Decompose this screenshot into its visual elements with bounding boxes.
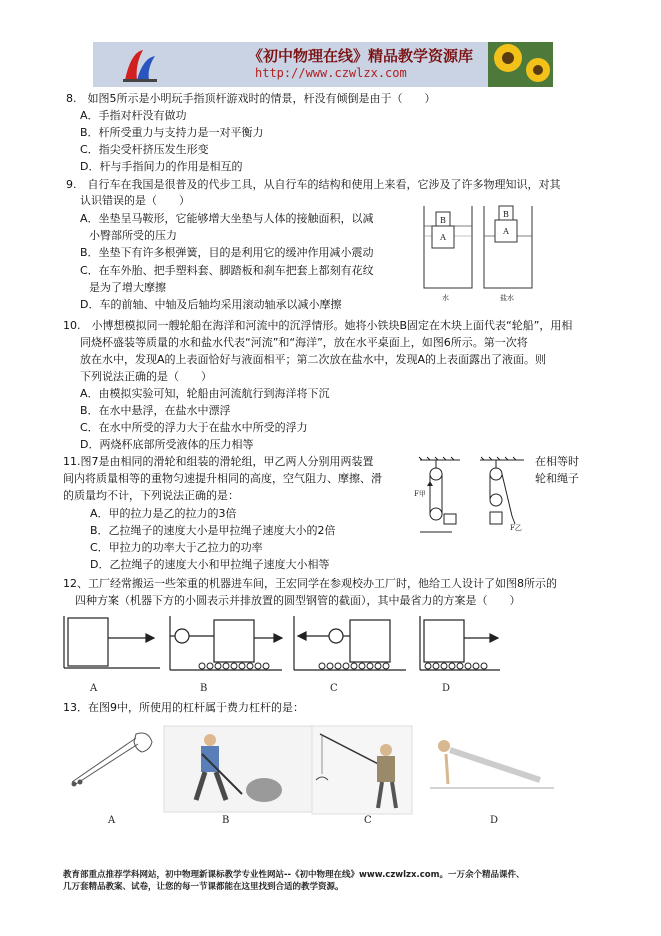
q9-option-c-1: C．在车外胎、把手塑料套、脚踏板和刹车把套上都刻有花纹 — [80, 264, 374, 277]
header-banner — [93, 42, 553, 87]
q10-line-3: 放在水中，发现A的上表面恰好与液面相平；第二次放在盐水中，发现A的上表面露出了液面。则 — [80, 353, 547, 366]
lever-label-d: D — [490, 815, 499, 826]
q9-option-c-2: 是为了增大摩擦 — [89, 281, 166, 294]
figure-7-pulleys — [412, 456, 532, 536]
figure-9-levers — [70, 724, 560, 828]
q10-line-2: 同烧杯盛装等质量的水和盐水代表“河流”和“海洋”，放在水平桌面上，如图6所示。第一次将 — [80, 336, 528, 349]
scheme-label-c: C — [330, 683, 338, 694]
footer-line-1: 教育部重点推荐学科网站，初中物理新课标教学专业性网站--《初中物理在线》www.czwlzx.com。一万余个精品课件、 — [63, 870, 525, 880]
lever-b-crowbar-icon — [164, 726, 312, 812]
banner-url: http://www.czwlzx.com — [255, 66, 407, 80]
q10-option-b: B．在水中悬浮，在盐水中漂浮 — [80, 404, 231, 417]
q11-line-1a: 11.图7是由相同的滑轮和组装的滑轮组，甲乙两人分别用两装置 — [63, 455, 374, 468]
page-footer — [63, 869, 603, 893]
q11-option-c: C．甲拉力的功率大于乙拉力的功率 — [90, 541, 263, 554]
q10-option-c: C．在水中所受的浮力大于在盐水中所受的浮力 — [80, 421, 308, 434]
footer-line-2: 几万套精品教案、试卷，让您的每一节课都能在这里找到合适的教学资源。 — [63, 882, 344, 892]
scheme-label-d: D — [442, 683, 451, 694]
q11-line-1b: 在相等时 — [535, 455, 579, 468]
scheme-label-b: B — [200, 683, 208, 694]
q12-line-1: 12、工厂经常搬运一些笨重的机器进车间，王宏同学在参观校办工厂时，他给工人设计了如图8所示的 — [63, 577, 557, 590]
q10-option-d: D．两烧杯底部所受液体的压力相等 — [80, 438, 254, 451]
beaker-left-block-b: B — [440, 216, 446, 225]
q9-option-a-1: A．坐垫呈马鞍形，它能够增大坐垫与人体的接触面积，以减 — [80, 212, 374, 225]
q8-stem: 8. 如图5所示是小明玩手指顶杆游戏时的情景，杆没有倾倒是由于（ ） — [66, 92, 436, 105]
beaker-right-block-b: B — [503, 210, 509, 219]
lever-d-pushup-icon — [430, 740, 554, 788]
q10-line-1: 10. 小博想模拟同一艘轮船在海洋和河流中的沉浮情形。她将小铁块B固定在木块上面代表“轮船”，用相 — [63, 319, 573, 332]
schemes-diagram — [60, 612, 510, 682]
sunflower-icon — [488, 42, 553, 87]
beaker-left-caption: 水 — [442, 294, 449, 302]
q11-option-b: B．乙拉绳子的速度大小是甲拉绳子速度大小的2倍 — [90, 524, 336, 537]
beaker-right-block-a: A — [503, 227, 509, 236]
q11-line-3: 的质量均不计，下列说法正确的是： — [63, 489, 239, 502]
lever-c-fishing-rod-icon — [312, 726, 412, 814]
q13-stem: 13．在图9中，所使用的杠杆属于费力杠杆的是： — [63, 701, 304, 714]
pulley-diagram — [412, 456, 532, 536]
lever-label-b: B — [222, 815, 230, 826]
levers-diagram — [70, 724, 560, 816]
banner-title: 《初中物理在线》精品教学资源库 — [248, 47, 474, 65]
q8-option-b: B．杆所受重力与支持力是一对平衡力 — [80, 126, 264, 139]
q9-stem-1: 9. 自行车在我国是很普及的代步工具，从自行车的结构和使用上来看，它涉及了许多物理知识，对其 — [66, 178, 561, 191]
q11-option-d: D．乙拉绳子的速度大小和甲拉绳子速度大小相等 — [90, 558, 330, 571]
figure-8-schemes — [60, 612, 510, 694]
lever-a-hand-icon — [72, 733, 152, 786]
q11-option-a: A．甲的拉力是乙的拉力的3倍 — [90, 507, 237, 520]
figure-6-beakers — [420, 200, 540, 306]
lever-label-a: A — [108, 815, 116, 826]
scheme-label-a: A — [90, 683, 98, 694]
q9-stem-2: 认识错误的是（ ） — [80, 194, 190, 207]
pulley-force-label-1: F甲 — [414, 490, 426, 498]
beaker-left-block-a: A — [440, 233, 446, 242]
site-logo-icon — [121, 46, 161, 84]
pulley-force-label-2: F乙 — [510, 524, 522, 532]
q8-option-a: A．手指对杆没有做功 — [80, 109, 187, 122]
beaker-right-caption: 盐水 — [500, 294, 514, 302]
q9-option-d: D．车的前轴、中轴及后轴均采用滚动轴承以减小摩擦 — [80, 298, 342, 311]
q10-line-4: 下列说法正确的是（ ） — [80, 370, 212, 383]
q11-line-2a: 间内将质量相等的重物匀速提升相同的高度，空气阻力、摩擦、滑 — [63, 472, 382, 485]
lever-label-c: C — [364, 815, 372, 826]
q11-line-2b: 轮和绳子 — [535, 472, 579, 485]
q9-option-b: B．坐垫下有许多根弹簧，目的是利用它的缓冲作用减小震动 — [80, 246, 374, 259]
q9-option-a-2: 小臀部所受的压力 — [89, 229, 177, 242]
q8-option-c: C．指尖受杆挤压发生形变 — [80, 143, 209, 156]
q8-option-d: D．杆与手指间力的作用是相互的 — [80, 160, 243, 173]
q12-line-2: 四种方案（机器下方的小圆表示并排放置的圆型钢管的截面），其中最省力的方案是（ ） — [75, 594, 521, 607]
beakers-diagram — [420, 200, 540, 292]
q10-option-a: A．由模拟实验可知，轮船由河流航行到海洋将下沉 — [80, 387, 330, 400]
